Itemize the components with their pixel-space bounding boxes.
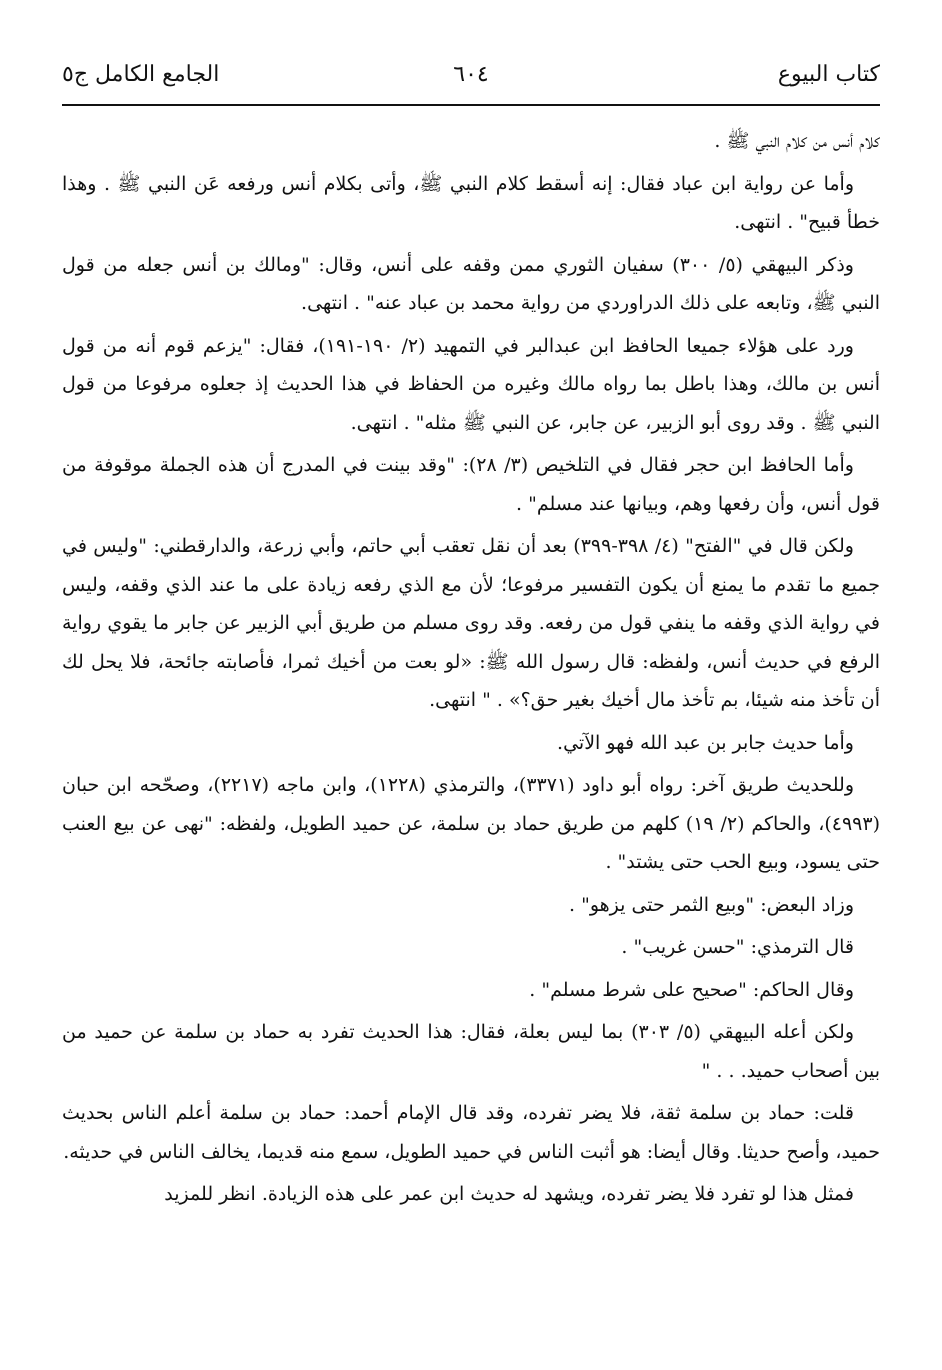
paragraph-7: وأما حديث جابر بن عبد الله فهو الآتي. (557, 731, 854, 754)
paragraph-3: وذكر البيهقي (٥/ ٣٠٠) سفيان الثوري ممن وقفه على أنس، وقال: "ومالك بن أنس جعله من قول النبي ﷺ، وتابعه على ذلك الدراوردي من رواية محمد بن عباد عنه" . انتهى. (62, 253, 880, 314)
page-header (62, 58, 880, 98)
paragraph-13: قلت: حماد بن سلمة ثقة، فلا يضر تفرده، وقد قال الإمام أحمد: حماد بن سلمة أعلم الناس بحديث حميد، وأصح حديثا. وقال أيضا: هو أثبت الناس في حميد الطويل، سمع منه قديما، يخالف الناس في حديثه. (62, 1102, 880, 1163)
paragraph-14: فمثل هذا لو تفرد فلا يضر تفرده، ويشهد له حديث ابن عمر على هذه الزيادة. انظر للمزيد (164, 1183, 854, 1205)
header-divider (62, 104, 880, 106)
paragraph-9: وزاد البعض: "وبيع الثمر حتى يزهو" . (569, 893, 854, 916)
paragraph-5: وأما الحافظ ابن حجر فقال في التلخيص (٣/ ٢٨): "وقد بينت في المدرج أن هذه الجملة موقوفة من قول أنس، وأن رفعها وهم، وبيانها عند مسلم" . (62, 454, 880, 515)
paragraph-2: وأما عن رواية ابن عباد فقال: إنه أسقط كلام النبي ﷺ، وأتى بكلام أنس ورفعه عَن النبي ﷺ . وهذا خطأ قبيح" . انتهى. (62, 172, 880, 233)
header-page-number: ٦٠٤ (453, 62, 489, 87)
header-section-title: كتاب البيوع (777, 62, 880, 87)
paragraph-11: وقال الحاكم: "صحيح على شرط مسلم" . (529, 978, 854, 1001)
paragraph-12: ولكن أعله البيهقي (٥/ ٣٠٣) بما ليس بعلة، فقال: هذا الحديث تفرد به حماد بن سلمة عن حميد من بين أصحاب حميد. . . " (62, 1021, 880, 1082)
paragraph-6: ولكن قال في "الفتح" (٤/ ٣٩٨-٣٩٩) بعد أن نقل تعقب أبي حاتم، وأبي زرعة، والدارقطني: "وليس في جميع ما تقدم ما يمنع أن يكون التفسير مرفوعا؛ لأن مع الذي رفعه زيادة على ما عند الذي وقفه، وليس في رواية الذي وقفه ما ينفي قول من رفعه. وقد روى مسلم من طريق أبي الزبير عن جابر ما يقوي رواية الرفع في حديث أنس، ولفظه: قال رسول الله ﷺ: «لو بعت من أخيك ثمرا، فأصابته جائحة، فلا يحل لك أن تأخذ منه شيئا، بم تأخذ مال أخيك بغير حق؟» . " انتهى. (62, 535, 880, 711)
paragraph-10: قال الترمذي: "حسن غريب" . (621, 936, 854, 958)
paragraph-8: وللحديث طريق آخر: رواه أبو داود (٣٣٧١)، والترمذي (١٢٢٨)، وابن ماجه (٢٢١٧)، وصحّحه ابن حبان (٤٩٩٣)، والحاكم (٢/ ١٩) كلهم من طريق حماد بن سلمة، عن حميد الطويل، ولفظه: "نهى عن بيع العنب حتى يسود، وبيع الحب حتى يشتد" . (62, 774, 880, 873)
header-book-title: الجامع الكامل ج٥ (62, 62, 220, 87)
paragraph-4: ورد على هؤلاء جميعا الحافظ ابن عبدالبر في التمهيد (٢/ ١٩٠-١٩١)، فقال: "يزعم قوم أنه من قول أنس بن مالك، وهذا باطل بما رواه مالك وغيره من الحفاظ في هذا الحديث إذ جعلوه مرفوعا من قول النبي ﷺ . وقد روى أبو الزبير، عن جابر، عن النبي ﷺ مثله" . انتهى. (62, 334, 880, 434)
page-body (62, 122, 880, 1352)
paragraph-1: كلام أنس من كلام النبي ﷺ . (714, 130, 880, 152)
